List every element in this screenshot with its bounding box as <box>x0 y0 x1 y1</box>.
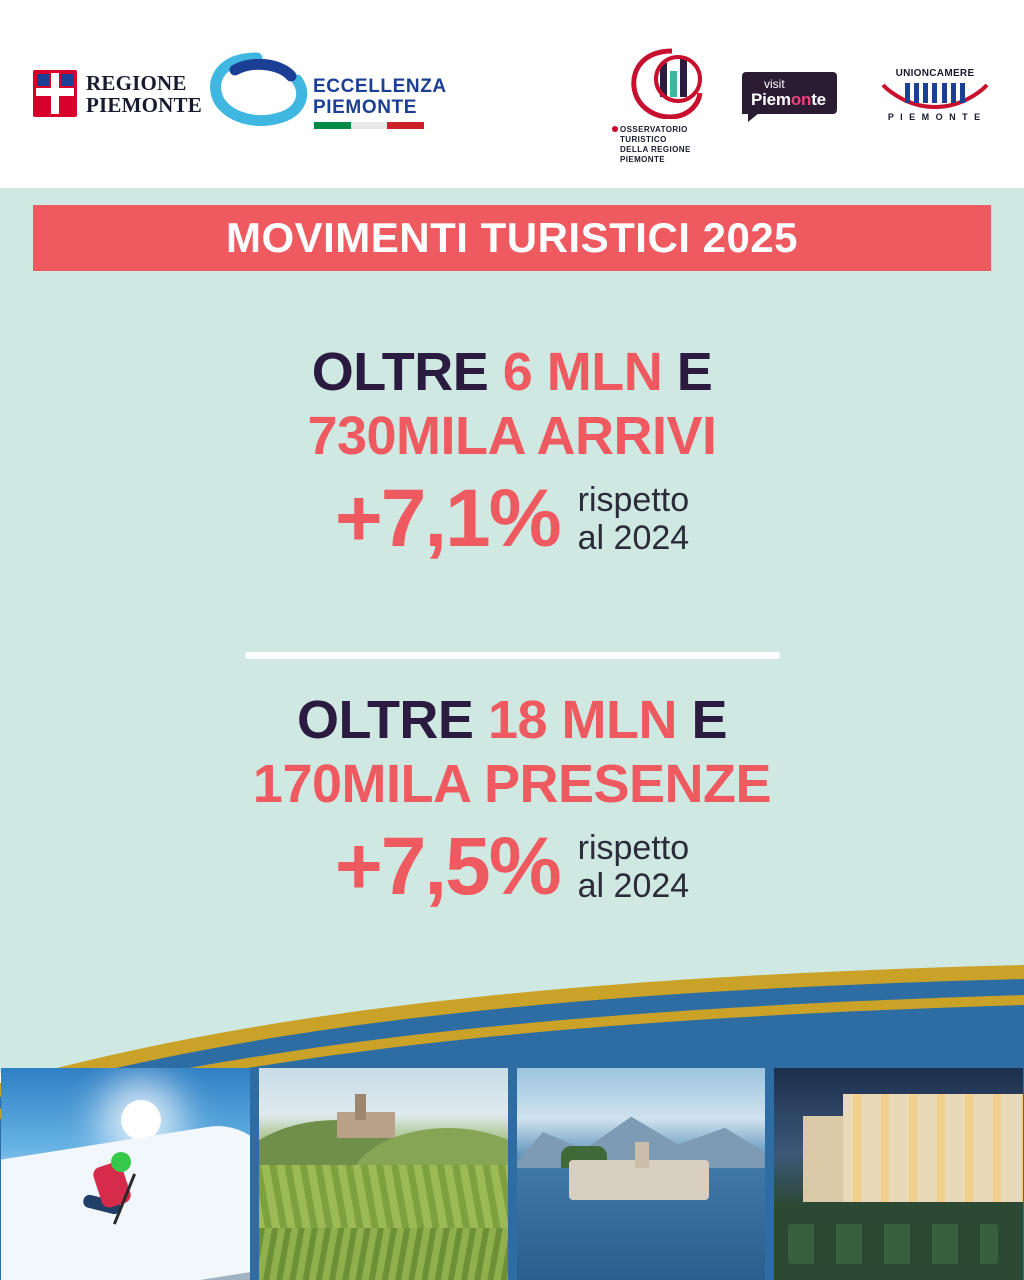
regione-line2: PIEMONTE <box>86 92 202 117</box>
es-piemonte-swirl-icon <box>205 52 310 132</box>
osservatorio-line1: OSSERVATORIO <box>620 125 688 134</box>
photo-lake-island <box>517 1068 766 1280</box>
stat-arrivi-compare <box>578 481 690 557</box>
stat-arrivi-line2: 730MILA ARRIVI <box>307 406 717 466</box>
stat-presenze-line2: 170MILA PRESENZE <box>252 754 772 814</box>
stat-presenze-highlight: 18 MLN <box>487 690 677 750</box>
unioncamere-top-label: UNIONCAMERE <box>895 68 975 79</box>
stat-block-arrivi <box>0 340 1024 562</box>
visit-piemonte-wordmark <box>751 90 826 110</box>
stat-block-presenze <box>0 688 1024 910</box>
visit-word-b: on <box>790 90 812 109</box>
stat-arrivi-compare-line2: al 2024 <box>577 519 690 557</box>
visit-small-word: visit <box>764 77 785 91</box>
visit-word-a: Piem <box>751 90 791 109</box>
stat-presenze-line1 <box>0 688 1024 752</box>
stat-presenze-prefix: OLTRE <box>296 690 488 750</box>
stat-arrivi-suffix: E <box>662 342 713 402</box>
logo-osservatorio-turistico <box>612 47 732 167</box>
stat-arrivi-line1 <box>0 340 1024 404</box>
stat-presenze-compare-line2: al 2024 <box>577 867 690 905</box>
stat-presenze-suffix: E <box>677 690 728 750</box>
stat-presenze-compare <box>578 829 690 905</box>
photo-vineyard-hills <box>259 1068 508 1280</box>
photo-palace-night <box>774 1068 1023 1280</box>
title-band <box>33 205 991 271</box>
logo-visit-piemonte <box>742 72 837 118</box>
eccellenza-line2: PIEMONTE <box>313 97 418 118</box>
stat-arrivi-highlight: 6 MLN <box>502 342 663 402</box>
photo-strip <box>0 1068 1024 1280</box>
stat-arrivi-prefix: OLTRE <box>311 342 503 402</box>
logo-unioncamere-piemonte <box>874 68 996 122</box>
regione-piemonte-wordmark <box>86 72 202 116</box>
footer-strip <box>0 965 1024 1280</box>
visit-word-c: te <box>811 90 826 109</box>
osservatorio-dot-icon <box>612 126 618 132</box>
section-divider <box>245 652 780 659</box>
eccellenza-wordmark <box>313 76 447 118</box>
osservatorio-line4: PIEMONTE <box>620 155 665 164</box>
stat-presenze-row <box>0 821 1024 912</box>
photo-ski-mountain <box>1 1068 250 1280</box>
logo-regione-piemonte <box>33 70 202 117</box>
stat-arrivi-row <box>0 473 1024 564</box>
italian-flag-icon <box>314 122 424 129</box>
logo-bar <box>0 0 1024 188</box>
main-panel <box>0 188 1024 1073</box>
stat-arrivi-compare-line1: rispetto <box>577 481 690 519</box>
stat-presenze-compare-line1: rispetto <box>577 829 690 867</box>
unioncamere-temple-icon <box>879 81 991 111</box>
page-title: MOVIMENTI TURISTICI 2025 <box>225 214 799 261</box>
osservatorio-line3: DELLA REGIONE <box>620 145 691 154</box>
stat-presenze-percent: +7,5% <box>334 821 560 912</box>
osservatorio-mark-icon <box>626 47 710 119</box>
stat-arrivi-percent: +7,1% <box>334 473 560 564</box>
regione-line1: REGIONE <box>86 70 187 95</box>
osservatorio-wordmark <box>620 125 691 165</box>
eccellenza-line1: ECCELLENZA <box>313 76 447 97</box>
visit-piemonte-bubble-tail-icon <box>748 113 759 122</box>
unioncamere-bottom-label: P I E M O N T E <box>887 112 983 122</box>
logo-eccellenza-piemonte <box>205 52 445 132</box>
osservatorio-line2: TURISTICO <box>620 135 667 144</box>
regione-piemonte-shield-icon <box>33 70 77 117</box>
